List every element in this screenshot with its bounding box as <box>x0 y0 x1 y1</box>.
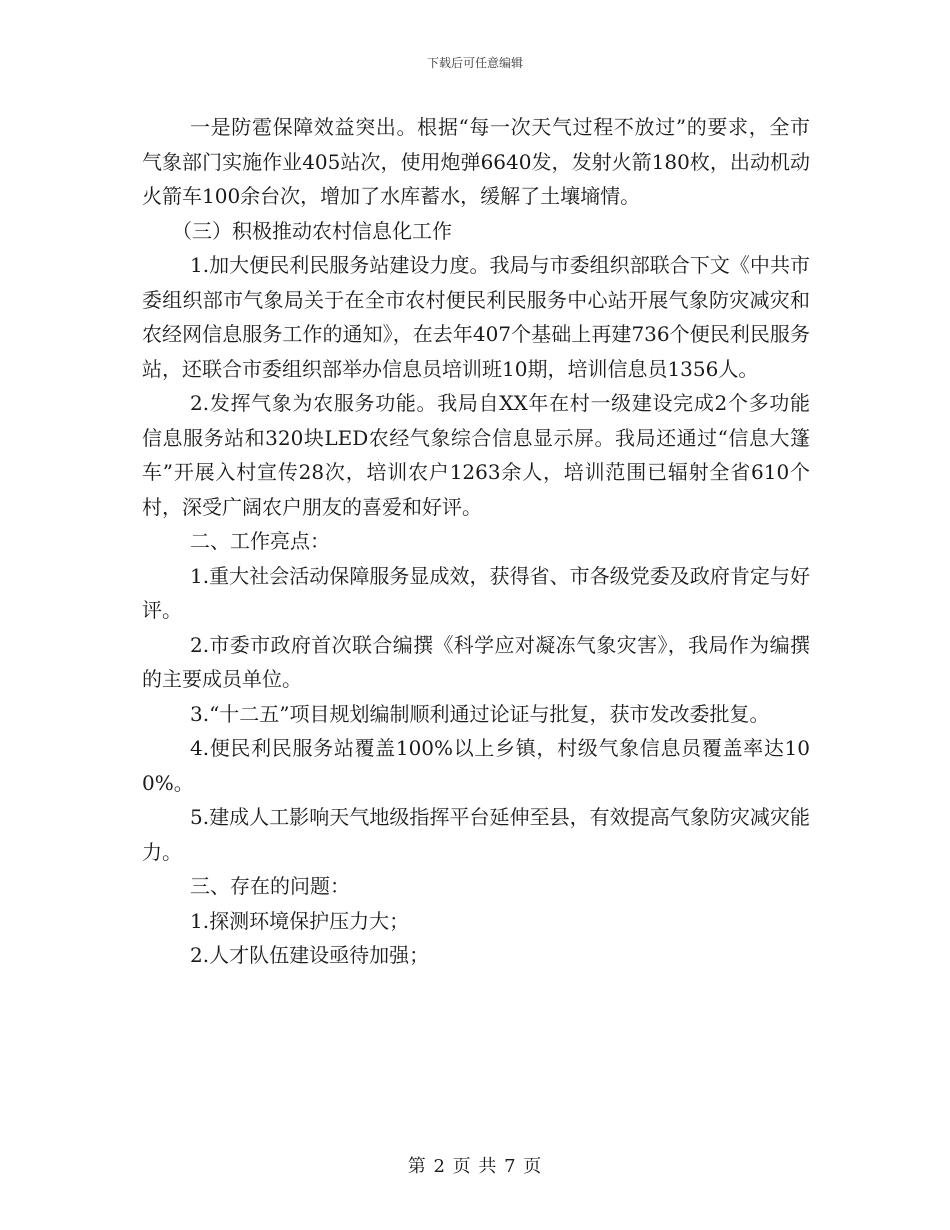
paragraph-agricultural-service: 2.发挥气象为农服务功能。我局自XX年在村一级建设完成2个多功能信息服务站和320块LED农经气象综合信息显示屏。我局还通过“信息大篷车”开展入村宣传28次，培训农户1263余人，培训范围已辐射全省610个村，深受广阔农户朋友的喜爱和好评。 <box>142 391 810 519</box>
section-heading-rural-informatization: （三）积极推动农村信息化工作 <box>172 218 452 243</box>
highlight-item-1: 1.重大社会活动保障服务显成效，获得省、市各级党委及政府肯定与好评。 <box>142 563 810 622</box>
problem-item-1: 1.探测环境保护压力大； <box>190 908 410 933</box>
highlight-item-5: 5.建成人工影响天气地级指挥平台延伸至县，有效提高气象防灾减灾能力。 <box>142 805 810 864</box>
problem-item-2: 2.人才队伍建设亟待加强； <box>190 943 430 967</box>
page-number: 第 2 页 共 7 页 <box>407 1156 543 1177</box>
highlight-item-3: 3.“十二五”项目规划编制顺利通过论证与批复，获市发改委批复。 <box>190 701 770 726</box>
paragraph-hail-prevention: 一是防雹保障效益突出。根据“每一次天气过程不放过”的要求，全市气象部门实施作业405站次，使用炮弹6640发，发射火箭180枚，出动机动火箭车100余台次，增加了水库蓄水，缓解了土壤墒情。 <box>142 115 810 208</box>
highlight-item-2: 2.市委市政府首次联合编撰《科学应对凝冻气象灾害》，我局作为编撰的主要成员单位。 <box>142 632 810 691</box>
document-body <box>142 110 810 973</box>
highlight-item-4: 4.便民利民服务站覆盖100%以上乡镇，村级气象信息员覆盖率达100%。 <box>142 736 810 795</box>
page-header: 下载后可任意编辑 <box>426 56 523 70</box>
section-heading-highlights: 二、工作亮点： <box>190 529 330 553</box>
section-heading-problems: 三、存在的问题： <box>190 874 350 898</box>
paragraph-service-station-construction: 1.加大便民利民服务站建设力度。我局与市委组织部联合下文《中共市委组织部市气象局关于在全市农村便民利民服务中心站开展气象防灾减灾和农经网信息服务工作的通知》，在去年407个基础上再建736个便民利民服务站，还联合市委组织部举办信息员培训班10期，培训信息员1356人。 <box>142 253 810 381</box>
